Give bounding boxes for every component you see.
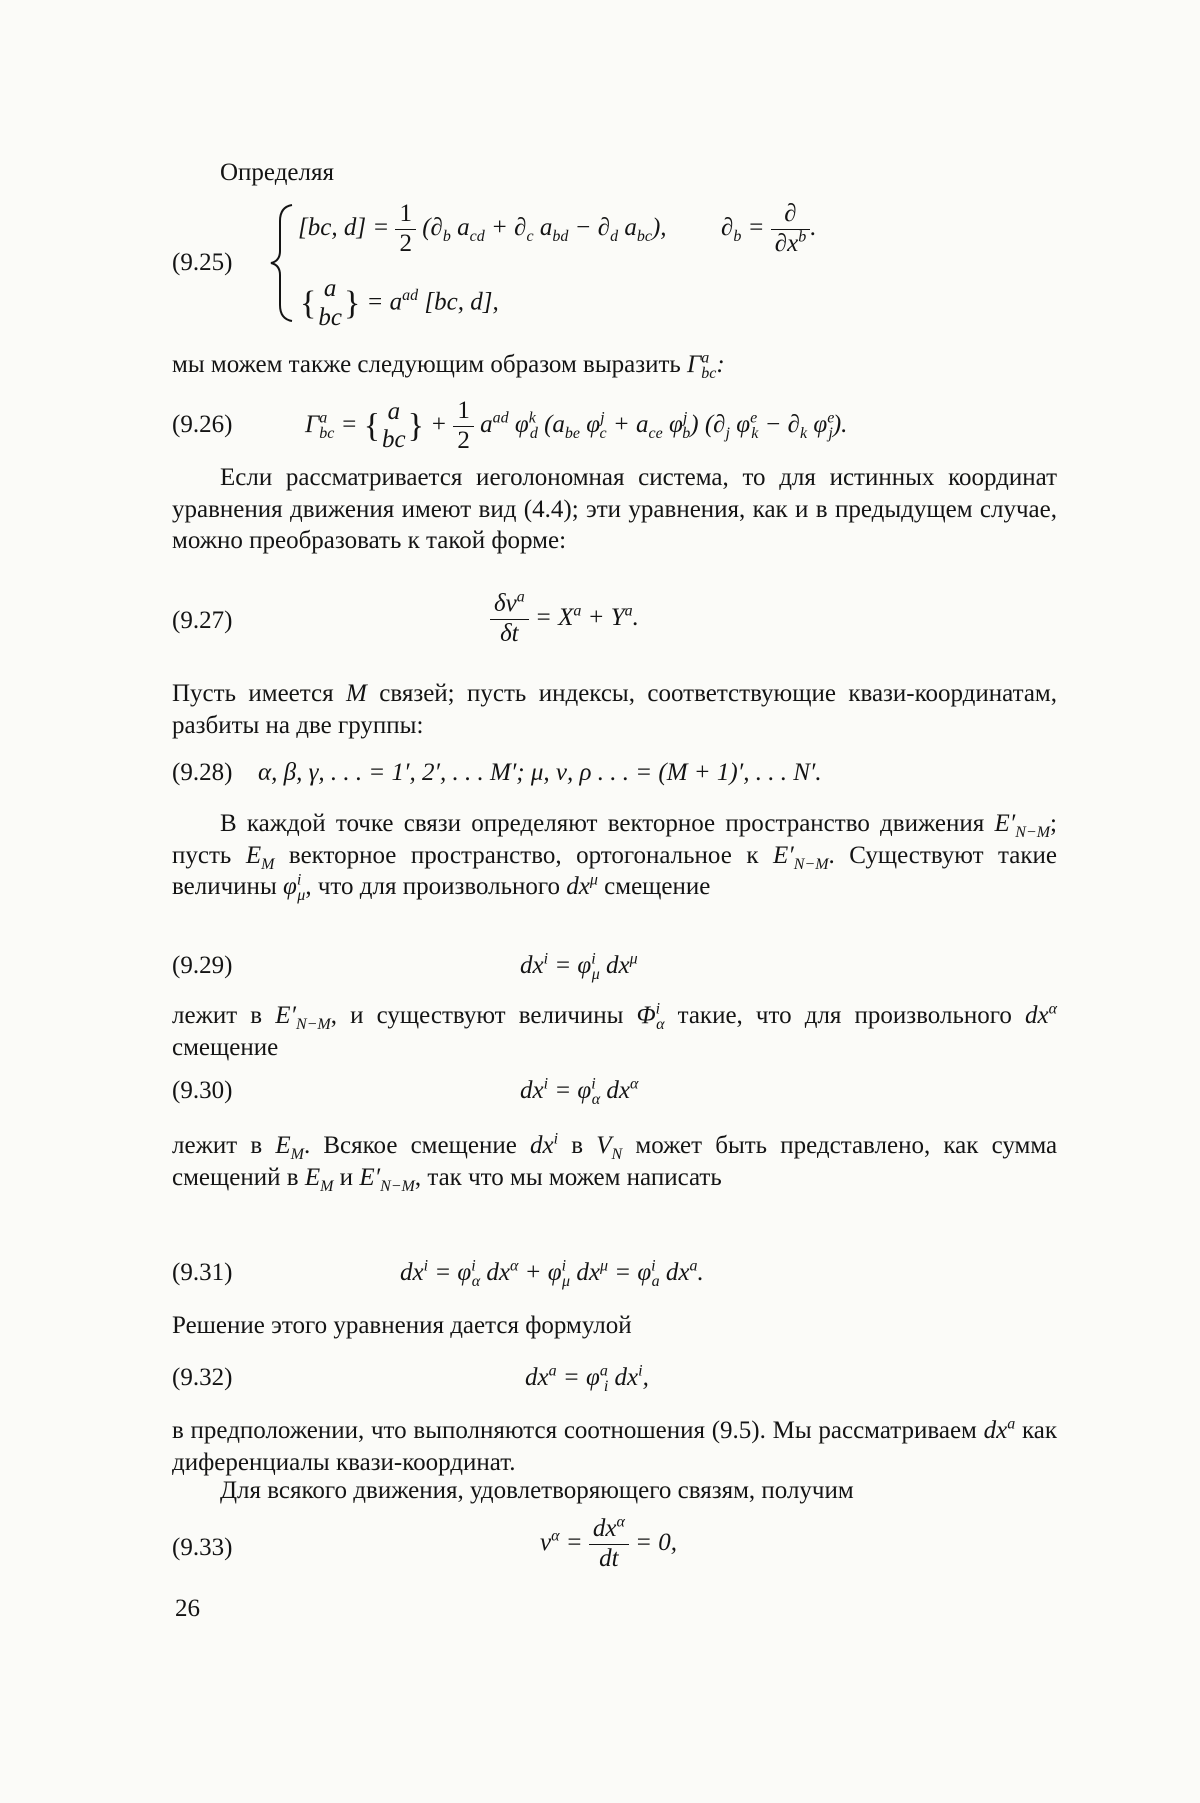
paragraph-6: лежит в $E_M$. Всякое смещение $dx^i$ в $V_N$ может быть представлено, как сумма смещений в $E_M$ и $E'_{N-M}$, так что мы можем написать bbox=[172, 1130, 1058, 1195]
equation-9-28: α, β, γ, . . . = 1′, 2′, . . . M′; μ, ν, ρ . . . = (M + 1)′, . . . N′. bbox=[258, 759, 822, 786]
paragraph-3: Пусть имеется M связей; пусть индексы, соответствующие квази-координатам, разбиты на две группы: bbox=[172, 680, 1057, 739]
paragraph-4-text-c: векторное пространство, ортогональное к bbox=[288, 841, 759, 869]
paragraph-6-text-e: и bbox=[339, 1163, 354, 1191]
paragraph-1-text: мы можем также следующим образом выразить bbox=[172, 351, 681, 378]
paragraph-3-text-a: Пусть имеется bbox=[172, 680, 334, 707]
equation-9-31: $dx^i = \varphi^i_\alpha$ $dx^\alpha + \varphi^i_\mu$ $dx^\mu = \varphi^i_a$ $dx^a$. bbox=[400, 1257, 704, 1290]
paragraph-8-text-a: в предположении, что выполняются соотношения (9.5). Мы рассматриваем bbox=[172, 1417, 977, 1444]
paragraph-5-text-c: такие, что для произвольного bbox=[677, 1002, 1012, 1029]
paragraph-5: лежит в $E'_{N-M}$, и существуют величины $\Phi^i_\alpha$ такие, что для произвольного $dx^\alpha$ смещение bbox=[172, 1000, 1058, 1061]
equation-9-25-line1: [bc, d] = $\frac{1}{2}$ ($\partial_b$ $a_{cd} + \partial_c$ $a_{bd} - \partial_d$ $a_{bc}$), $\partial_b$ = $\frac{\partial}{\partial x^b}$ . bbox=[298, 200, 817, 257]
eq-label-9-32: (9.32) bbox=[172, 1364, 233, 1391]
paragraph-8: в предположении, что выполняются соотношения (9.5). Мы рассматриваем $dx^a$ как диференциалы квази-координат. bbox=[172, 1415, 1058, 1476]
paragraph-7: Решение этого уравнения дается формулой bbox=[172, 1312, 632, 1339]
equation-9-30: $dx^i = \varphi^i_\alpha$ $dx^\alpha$ bbox=[520, 1075, 639, 1108]
paragraph-4: В каждой точке связи определяют векторное пространство движения $E'_{N-M}$; пусть $E_M$ векторное пространство, ортогональное к $E'_{N-M}$. Существуют такие величины $\varphi^i_\mu$, что для произвольного $dx^\mu$ смещение bbox=[172, 810, 1057, 904]
equation-9-25-line2: { a bc } = $a^{ad}$ [bc, d], bbox=[300, 275, 499, 331]
paragraph-6-text-b: . Всякое смещение bbox=[303, 1132, 517, 1159]
paragraph-4-text-b: ; пусть bbox=[172, 810, 1057, 869]
equation-9-29: $dx^i = \varphi^i_\mu$ $dx^\mu$ bbox=[520, 950, 638, 983]
page-number: 26 bbox=[175, 1595, 200, 1622]
paragraph-4-text-e: , что для произвольного bbox=[305, 873, 561, 900]
paragraph-8-text-b: как диференциалы квази-координат. bbox=[172, 1417, 1058, 1476]
paragraph-6-text-d: может быть представлено, как сумма смещений в bbox=[172, 1132, 1058, 1191]
eq-label-9-25: (9.25) bbox=[172, 249, 233, 276]
paragraph-5-text-d: смещение bbox=[172, 1033, 279, 1061]
equation-9-32: $dx^a = \varphi^a_i$ $dx^i$, bbox=[525, 1362, 649, 1395]
equation-9-27: $\frac{\delta v^a}{\delta t}$ = $X^a + Y^a$. bbox=[490, 590, 639, 649]
eq-label-9-31: (9.31) bbox=[172, 1259, 233, 1286]
paragraph-4-text-d: . Существуют такие величины bbox=[172, 841, 1057, 900]
paragraph-4-text-f: смещение bbox=[604, 873, 711, 900]
paragraph-3-text-b: связей; пусть индексы, соответствующие квази-координатам, разбиты на две группы: bbox=[172, 680, 1057, 739]
paragraph-6-text-c: в bbox=[571, 1132, 584, 1159]
eq-label-9-30: (9.30) bbox=[172, 1077, 233, 1104]
paragraph-9: Для всякого движения, удовлетворяющего связям, получим bbox=[220, 1477, 854, 1504]
paragraph-5-text-b: , и существуют величины bbox=[330, 1002, 624, 1029]
eq-label-9-29: (9.29) bbox=[172, 952, 233, 979]
paragraph-5-text-a: лежит в bbox=[172, 1002, 263, 1029]
eq-label-9-26: (9.26) bbox=[172, 411, 233, 438]
eq-label-9-27: (9.27) bbox=[172, 607, 233, 634]
paragraph-6-text-a: лежит в bbox=[172, 1132, 263, 1159]
paragraph-6-text-f: , так что мы можем написать bbox=[414, 1163, 722, 1191]
paragraph-2: Если рассматривается иеголономная система, то для истинных координат уравнения движения имеют вид (4.4); эти уравнения, как и в предыдущем случае, можно преобразовать к такой форме: bbox=[172, 464, 1057, 554]
paragraph-4-text-a: В каждой точке связи определяют векторное пространство движения bbox=[220, 810, 985, 837]
equation-9-33: $v^\alpha$ = $\frac{dx^\alpha}{dt}$ = 0, bbox=[540, 1513, 678, 1572]
eq-label-9-33: (9.33) bbox=[172, 1534, 233, 1561]
intro-word: Определяя bbox=[220, 159, 334, 186]
equation-9-26: $\Gamma^a_{bc}$ = { a bc } + $\frac{1}{2}$ $a^{ad}$ $\varphi^k_d$ ($a_{be}$ $\varphi^j_c + a_{ce}$ $\varphi^j_b$) ($\partial_j$ $\varphi^e_k - \partial_k$ $\varphi^e_j$). bbox=[305, 397, 848, 454]
system-brace bbox=[268, 203, 296, 323]
eq-label-9-28: (9.28) bbox=[172, 759, 233, 786]
paragraph-1: мы можем также следующим образом выразить $\Gamma^a_{bc}$: bbox=[172, 349, 725, 382]
